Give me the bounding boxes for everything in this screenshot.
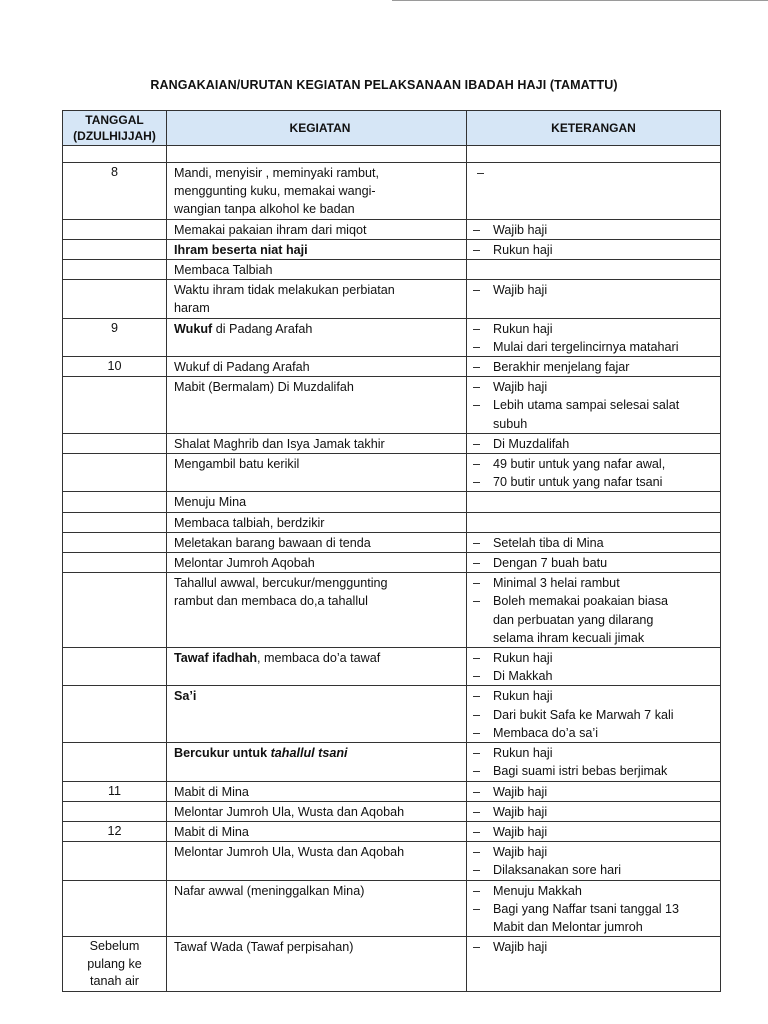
note-item bbox=[471, 320, 718, 338]
dash-bullet: – bbox=[473, 669, 481, 684]
note-text: Setelah tiba di Mina bbox=[493, 535, 604, 550]
activity-line: Membaca talbiah, berdzikir bbox=[174, 515, 325, 530]
dash-bullet: – bbox=[473, 725, 481, 740]
table-row bbox=[63, 377, 721, 434]
date-cell bbox=[63, 743, 167, 781]
date-cell bbox=[63, 239, 167, 259]
note-continuation: Mabit dan Melontar jumroh bbox=[493, 919, 643, 934]
table-row bbox=[63, 781, 721, 801]
table-row bbox=[63, 163, 721, 220]
table-row bbox=[63, 280, 721, 318]
date-cell bbox=[63, 648, 167, 686]
note-item bbox=[471, 554, 718, 572]
date-cell bbox=[63, 573, 167, 648]
dash-bullet: – bbox=[473, 321, 481, 336]
activity-cell bbox=[167, 842, 467, 880]
spacer-cell bbox=[467, 146, 721, 163]
note-text: Menuju Makkah bbox=[493, 883, 582, 898]
note-text: Boleh memakai poakaian biasa bbox=[493, 594, 669, 609]
note-cell bbox=[467, 433, 721, 453]
note-text: 70 butir untuk yang nafar tsani bbox=[493, 475, 663, 490]
note-cell bbox=[467, 280, 721, 318]
activity-line: Tahallul awwal, bercukur/menggunting bbox=[174, 576, 388, 591]
dash-bullet: – bbox=[473, 457, 481, 472]
note-text: Rukun haji bbox=[493, 651, 553, 666]
table-row bbox=[63, 219, 721, 239]
date-cell bbox=[63, 842, 167, 880]
note-cell bbox=[467, 239, 721, 259]
note-item bbox=[471, 221, 718, 239]
note-item bbox=[471, 592, 718, 610]
date-cell bbox=[63, 532, 167, 552]
date-line: Sebelum bbox=[89, 939, 140, 954]
activity-line: Mabit (Bermalam) Di Muzdalifah bbox=[174, 380, 354, 395]
note-text: Wajib haji bbox=[493, 222, 548, 237]
note-cell bbox=[467, 781, 721, 801]
note-text: Di Muzdalifah bbox=[493, 436, 570, 451]
activity-cell bbox=[167, 648, 467, 686]
date-cell bbox=[63, 553, 167, 573]
activity-cell bbox=[167, 357, 467, 377]
dash-bullet: – bbox=[473, 689, 481, 704]
note-cell bbox=[467, 219, 721, 239]
activity-cell bbox=[167, 239, 467, 259]
table-row bbox=[63, 648, 721, 686]
header-note: KETERANGAN bbox=[467, 111, 721, 146]
activity-cell bbox=[167, 260, 467, 280]
note-item bbox=[471, 435, 718, 453]
activity-cell bbox=[167, 573, 467, 648]
note-item bbox=[471, 687, 718, 705]
header-date-line1: TANGGAL bbox=[85, 113, 144, 127]
activity-bold-italic-text: tahallul tsani bbox=[270, 746, 348, 761]
activity-line: Melontar Jumroh Ula, Wusta dan Aqobah bbox=[174, 845, 405, 860]
note-item bbox=[471, 861, 718, 879]
activity-bold-text: Sa’i bbox=[174, 689, 197, 704]
note-text: 49 butir untuk yang nafar awal, bbox=[493, 457, 666, 472]
table-row bbox=[63, 573, 721, 648]
activity-cell bbox=[167, 219, 467, 239]
note-cell bbox=[467, 454, 721, 492]
note-item bbox=[471, 455, 718, 473]
date-cell: 11 bbox=[63, 781, 167, 801]
activity-line: Mandi, menyisir , meminyaki rambut, bbox=[174, 166, 380, 180]
date-cell bbox=[63, 512, 167, 532]
dash-bullet: – bbox=[473, 824, 481, 839]
note-cell bbox=[467, 492, 721, 512]
note-item bbox=[471, 473, 718, 491]
activity-line: Shalat Maghrib dan Isya Jamak takhir bbox=[174, 436, 385, 451]
note-text: Wajib haji bbox=[493, 804, 548, 819]
note-cell bbox=[467, 377, 721, 434]
note-cell bbox=[467, 743, 721, 781]
dash-bullet: – bbox=[473, 380, 481, 395]
note-dash: – bbox=[477, 166, 485, 180]
activity-text: , membaca do’a tawaf bbox=[257, 651, 381, 666]
activity-line: wangian tanpa alkohol ke badan bbox=[174, 202, 355, 217]
table-row bbox=[63, 318, 721, 356]
spacer-cell bbox=[167, 146, 467, 163]
activity-cell bbox=[167, 433, 467, 453]
note-cell bbox=[467, 532, 721, 552]
note-item bbox=[471, 744, 718, 762]
date-cell bbox=[63, 880, 167, 937]
note-text: Rukun haji bbox=[493, 746, 553, 761]
date-cell bbox=[63, 280, 167, 318]
activity-cell bbox=[167, 454, 467, 492]
activity-cell bbox=[167, 821, 467, 841]
activity-cell bbox=[167, 743, 467, 781]
spacer-row bbox=[63, 146, 721, 163]
note-cell bbox=[467, 163, 721, 220]
dash-bullet: – bbox=[473, 339, 481, 354]
note-text: Lebih utama sampai selesai salat bbox=[493, 398, 680, 413]
activity-cell bbox=[167, 880, 467, 937]
activity-bold-text: Bercukur untuk bbox=[174, 746, 268, 761]
activity-line: Nafar awwal (meninggalkan Mina) bbox=[174, 883, 365, 898]
table-row bbox=[63, 686, 721, 743]
date-cell bbox=[63, 937, 167, 992]
dash-bullet: – bbox=[473, 784, 481, 799]
header-date bbox=[63, 111, 167, 146]
activity-cell bbox=[167, 937, 467, 992]
activity-cell bbox=[167, 801, 467, 821]
header-activity: KEGIATAN bbox=[167, 111, 467, 146]
date-cell: 8 bbox=[63, 163, 167, 220]
note-cell bbox=[467, 357, 721, 377]
activity-line: Mengambil batu kerikil bbox=[174, 457, 300, 472]
dash-bullet: – bbox=[473, 556, 481, 571]
note-item bbox=[471, 358, 718, 376]
activity-line: Meletakan barang bawaan di tenda bbox=[174, 535, 371, 550]
note-text: Dari bukit Safa ke Marwah 7 kali bbox=[493, 707, 674, 722]
dash-bullet: – bbox=[473, 222, 481, 237]
activity-line: rambut dan membaca do,a tahallul bbox=[174, 594, 368, 609]
dash-bullet: – bbox=[473, 576, 481, 591]
date-cell: 12 bbox=[63, 821, 167, 841]
date-cell bbox=[63, 492, 167, 512]
note-text: Wajib haji bbox=[493, 784, 548, 799]
activity-cell bbox=[167, 686, 467, 743]
note-cell bbox=[467, 318, 721, 356]
activity-cell bbox=[167, 318, 467, 356]
activity-cell bbox=[167, 781, 467, 801]
dash-bullet: – bbox=[473, 883, 481, 898]
date-cell bbox=[63, 686, 167, 743]
note-item bbox=[471, 783, 718, 801]
dash-bullet: – bbox=[473, 475, 481, 490]
note-cell bbox=[467, 260, 721, 280]
date-cell: 10 bbox=[63, 357, 167, 377]
table-row bbox=[63, 743, 721, 781]
note-text: Rukun haji bbox=[493, 321, 553, 336]
activity-bold-text: Tawaf ifadhah bbox=[174, 651, 258, 666]
note-cell bbox=[467, 648, 721, 686]
date-cell: 9 bbox=[63, 318, 167, 356]
date-line: pulang ke bbox=[87, 956, 142, 971]
note-item bbox=[471, 803, 718, 821]
note-item bbox=[471, 574, 718, 592]
top-rule bbox=[392, 0, 768, 1]
note-item bbox=[471, 667, 718, 685]
note-item bbox=[471, 882, 718, 900]
note-text: Dengan 7 buah batu bbox=[493, 556, 608, 571]
note-cell bbox=[467, 801, 721, 821]
activity-line: Membaca Talbiah bbox=[174, 263, 273, 278]
note-item bbox=[471, 396, 718, 414]
activity-cell bbox=[167, 280, 467, 318]
note-text: Minimal 3 helai rambut bbox=[493, 576, 620, 591]
note-item bbox=[471, 823, 718, 841]
dash-bullet: – bbox=[473, 764, 481, 779]
dash-bullet: – bbox=[473, 746, 481, 761]
note-item bbox=[471, 938, 718, 956]
activity-cell bbox=[167, 553, 467, 573]
dash-bullet: – bbox=[473, 845, 481, 860]
note-cell bbox=[467, 553, 721, 573]
note-text: Berakhir menjelang fajar bbox=[493, 360, 630, 375]
dash-bullet: – bbox=[473, 901, 481, 916]
activity-line: Melontar Jumroh Ula, Wusta dan Aqobah bbox=[174, 804, 405, 819]
activity-cell bbox=[167, 377, 467, 434]
note-continuation: selama ihram kecuali jimak bbox=[493, 630, 645, 645]
table-row bbox=[63, 553, 721, 573]
note-item bbox=[471, 534, 718, 552]
activity-line: Wukuf di Padang Arafah bbox=[174, 360, 310, 375]
note-continuation: subuh bbox=[493, 416, 528, 431]
table-row bbox=[63, 492, 721, 512]
note-text: Wajib haji bbox=[493, 380, 548, 395]
activity-line: Mabit di Mina bbox=[174, 824, 249, 839]
note-cell bbox=[467, 821, 721, 841]
table-body bbox=[63, 146, 721, 992]
dash-bullet: – bbox=[473, 707, 481, 722]
date-cell bbox=[63, 454, 167, 492]
activity-cell bbox=[167, 512, 467, 532]
activity-text: di Padang Arafah bbox=[212, 321, 313, 336]
header-date-line2: (DZULHIJJAH) bbox=[73, 129, 156, 143]
activity-line: Melontar Jumroh Aqobah bbox=[174, 556, 315, 571]
note-text: Wajib haji bbox=[493, 845, 548, 860]
note-cell bbox=[467, 512, 721, 532]
activity-line: Tawaf Wada (Tawaf perpisahan) bbox=[174, 940, 354, 955]
note-text: Dilaksanakan sore hari bbox=[493, 863, 622, 878]
note-cell bbox=[467, 686, 721, 743]
activity-line: Ihram beserta niat haji bbox=[174, 242, 308, 257]
dash-bullet: – bbox=[473, 863, 481, 878]
note-cell bbox=[467, 880, 721, 937]
dash-bullet: – bbox=[473, 436, 481, 451]
dash-bullet: – bbox=[473, 283, 481, 298]
note-item bbox=[471, 706, 718, 724]
note-item bbox=[471, 900, 718, 918]
table-row bbox=[63, 454, 721, 492]
note-text: Mulai dari tergelincirnya matahari bbox=[493, 339, 679, 354]
dash-bullet: – bbox=[473, 398, 481, 413]
note-text: Wajib haji bbox=[493, 283, 548, 298]
note-cell bbox=[467, 937, 721, 992]
dash-bullet: – bbox=[473, 804, 481, 819]
date-cell bbox=[63, 433, 167, 453]
note-item bbox=[471, 378, 718, 396]
page-title: RANGAKAIAN/URUTAN KEGIATAN PELAKSANAAN IBADAH HAJI (TAMATTU) bbox=[150, 78, 618, 92]
note-text: Wajib haji bbox=[493, 940, 548, 955]
table-row bbox=[63, 821, 721, 841]
table-row bbox=[63, 512, 721, 532]
activity-cell bbox=[167, 492, 467, 512]
table-row bbox=[63, 239, 721, 259]
note-item bbox=[471, 843, 718, 861]
note-item bbox=[471, 762, 718, 780]
dash-bullet: – bbox=[473, 651, 481, 666]
dash-bullet: – bbox=[473, 940, 481, 955]
note-text: Bagi suami istri bebas berjimak bbox=[493, 764, 668, 779]
activity-cell bbox=[167, 163, 467, 220]
note-item bbox=[471, 281, 718, 299]
activity-line: Menuju Mina bbox=[174, 495, 247, 510]
note-text: Membaca do’a sa’i bbox=[493, 725, 598, 740]
table-row bbox=[63, 357, 721, 377]
activity-line: Mabit di Mina bbox=[174, 784, 249, 799]
table-row bbox=[63, 260, 721, 280]
activity-line: menggunting kuku, memakai wangi- bbox=[174, 184, 376, 199]
note-text: Di Makkah bbox=[493, 669, 553, 684]
activity-cell bbox=[167, 532, 467, 552]
note-item bbox=[471, 338, 718, 356]
table-row bbox=[63, 532, 721, 552]
dash-bullet: – bbox=[473, 535, 481, 550]
note-text: Wajib haji bbox=[493, 824, 548, 839]
table-row bbox=[63, 801, 721, 821]
note-text: Rukun haji bbox=[493, 689, 553, 704]
note-text: Bagi yang Naffar tsani tanggal 13 bbox=[493, 901, 680, 916]
note-cell bbox=[467, 573, 721, 648]
table-row bbox=[63, 880, 721, 937]
date-cell bbox=[63, 219, 167, 239]
spacer-cell bbox=[63, 146, 167, 163]
date-cell bbox=[63, 377, 167, 434]
dash-bullet: – bbox=[473, 242, 481, 257]
table-row bbox=[63, 433, 721, 453]
table-row bbox=[63, 842, 721, 880]
note-item bbox=[471, 649, 718, 667]
note-item bbox=[471, 724, 718, 742]
note-cell bbox=[467, 842, 721, 880]
date-cell bbox=[63, 260, 167, 280]
note-continuation: dan perbuatan yang dilarang bbox=[493, 612, 654, 627]
schedule-table bbox=[62, 110, 721, 992]
date-line: tanah air bbox=[89, 974, 139, 989]
table-header-row bbox=[63, 111, 721, 146]
note-item bbox=[471, 241, 718, 259]
activity-bold-text: Wukuf bbox=[174, 321, 213, 336]
note-text: Rukun haji bbox=[493, 242, 553, 257]
activity-line: haram bbox=[174, 301, 210, 316]
activity-line: Memakai pakaian ihram dari miqot bbox=[174, 222, 367, 237]
activity-line: Waktu ihram tidak melakukan perbiatan bbox=[174, 283, 395, 298]
dash-bullet: – bbox=[473, 360, 481, 375]
date-cell bbox=[63, 801, 167, 821]
table-row bbox=[63, 937, 721, 992]
dash-bullet: – bbox=[473, 594, 481, 609]
